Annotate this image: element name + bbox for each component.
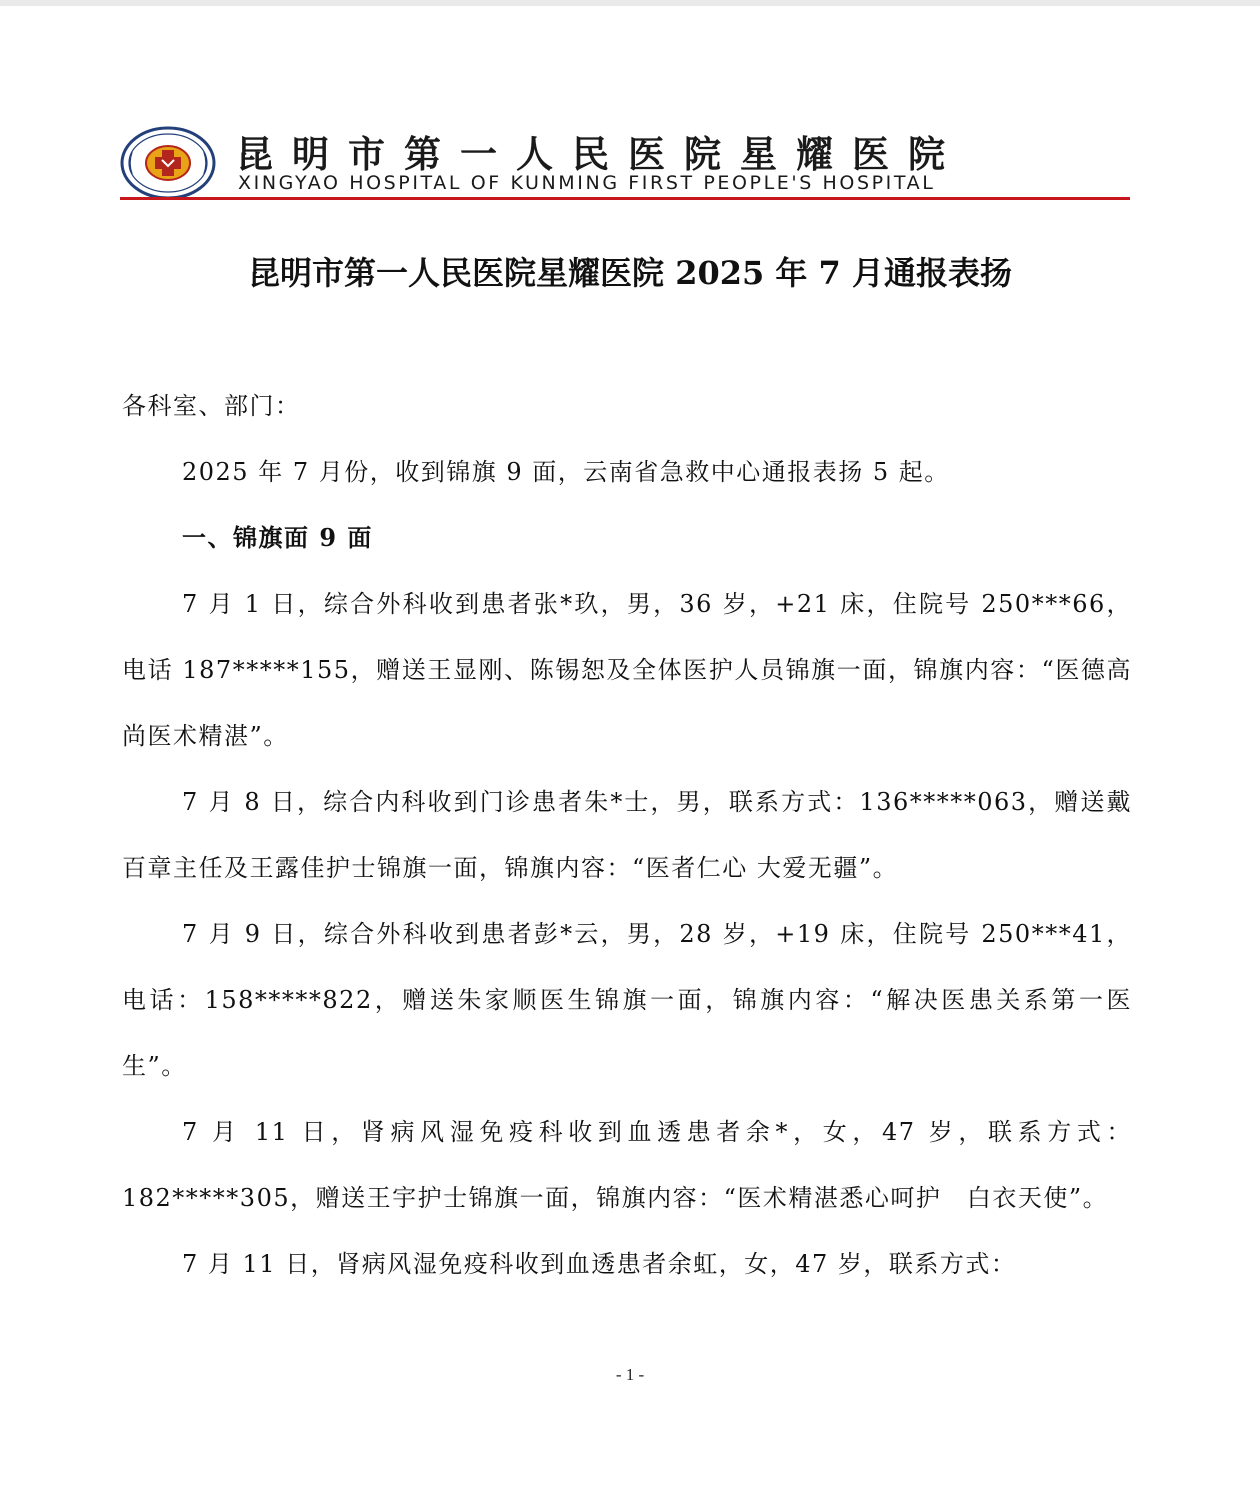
banner-entry: 7 月 11 日，肾病风湿免疫科收到血透患者余*，女，47 岁，联系方式：182*****305，赠送王宇护士锦旗一面，锦旗内容：“医术精湛悉心呵护 白衣天使”。 (122, 1118, 1132, 1212)
banner-entry: 7 月 8 日，综合内科收到门诊患者朱*士，男，联系方式：136*****063，赠送戴百章主任及王露佳护士锦旗一面，锦旗内容：“医者仁心 大爱无疆”。 (122, 788, 1132, 882)
hospital-seal-icon (118, 126, 218, 200)
letterhead (118, 122, 1148, 204)
banner-entry: 7 月 11 日，肾病风湿免疫科收到血透患者余虹，女，47 岁，联系方式： (182, 1250, 1017, 1278)
viewer-top-bar (0, 0, 1260, 6)
letterhead-rule (120, 197, 1130, 200)
summary-paragraph: 2025 年 7 月份，收到锦旗 9 面，云南省急救中心通报表扬 5 起。 (182, 458, 950, 486)
hospital-name-cn: 昆明市第一人民医院星耀医院 (236, 133, 964, 176)
document-title: 昆明市第一人民医院星耀医院 2025 年 7 月通报表扬 (248, 254, 1012, 292)
document-body (122, 373, 1132, 1297)
hospital-name-en: XINGYAO HOSPITAL OF KUNMING FIRST PEOPLE'S HOSPITAL (238, 172, 936, 194)
banner-entry: 7 月 9 日，综合外科收到患者彭*云，男，28 岁，+19 床，住院号 250***41，电话：158*****822，赠送朱家顺医生锦旗一面，锦旗内容：“解决医患关系第一医生”。 (122, 920, 1132, 1080)
page-number: - 1 - (615, 1365, 645, 1384)
section-heading: 一、锦旗面 9 面 (182, 523, 373, 552)
salutation: 各科室、部门： (122, 392, 301, 420)
banner-entry: 7 月 1 日，综合外科收到患者张*玖，男，36 岁，+21 床，住院号 250***66，电话 187*****155，赠送王显刚、陈锡恕及全体医护人员锦旗一面，锦旗内容：“医德高尚医术精湛”。 (122, 590, 1132, 750)
